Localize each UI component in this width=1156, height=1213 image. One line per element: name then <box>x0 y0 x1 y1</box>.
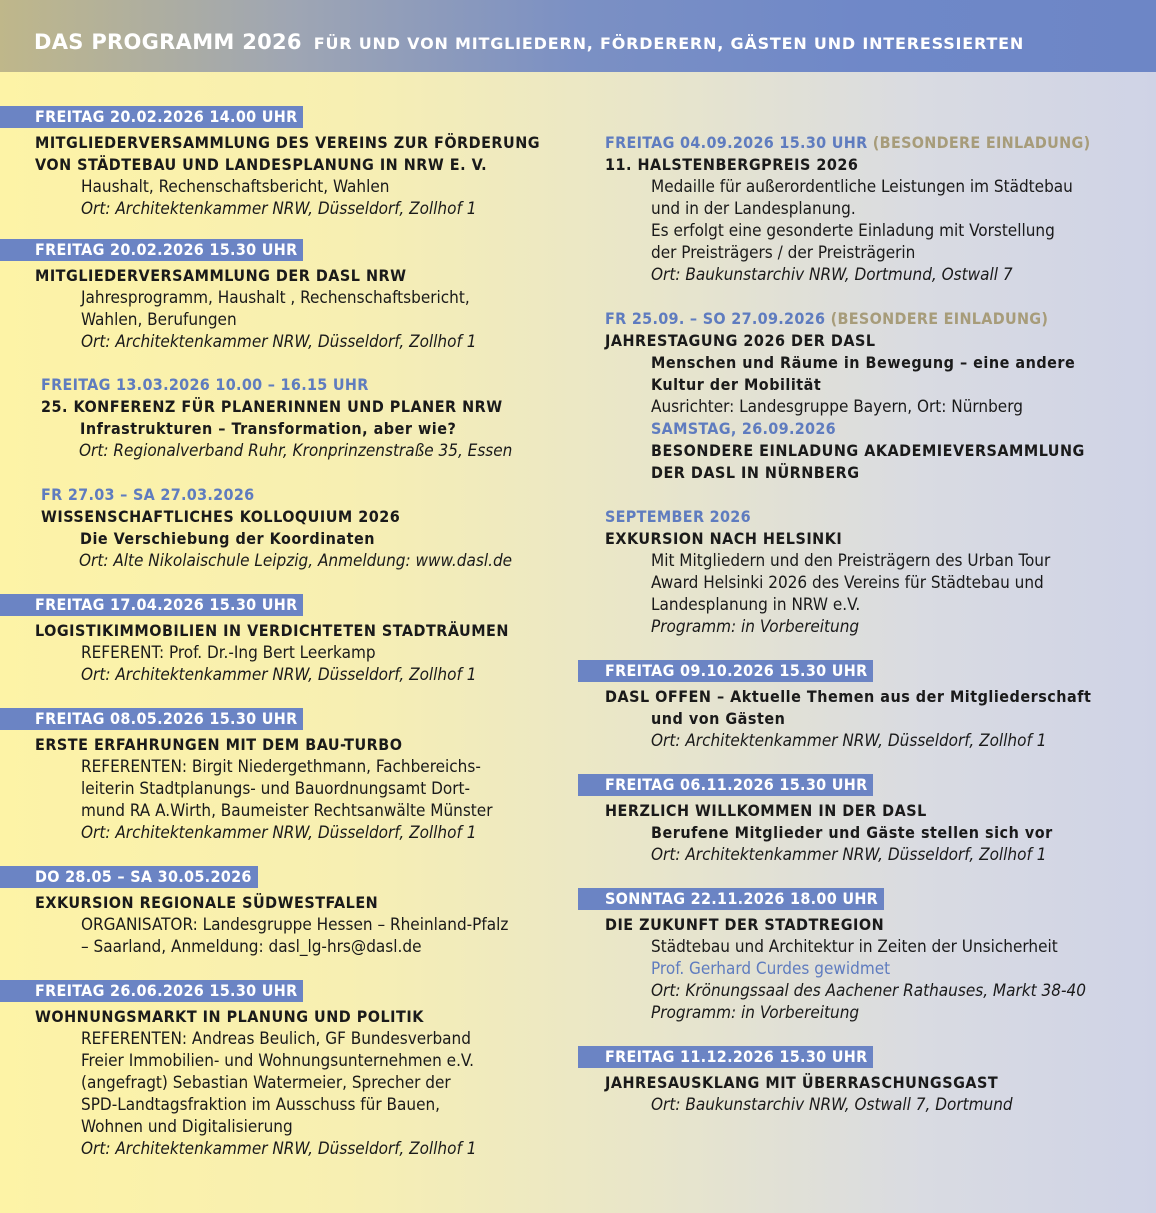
event-detail: Es erfolgt eine gesonderte Einladung mit Vorstellung <box>651 221 1055 241</box>
event-location: Ort: Baukunstarchiv NRW, Dortmund, Ostwall 7 <box>651 265 1013 285</box>
event-item <box>578 506 1050 638</box>
event-location: Ort: Architektenkammer NRW, Düsseldorf, Zollhof 1 <box>81 665 477 685</box>
event-detail: Wohnen und Digitalisierung <box>81 1117 293 1137</box>
event-detail: Mit Mitgliedern und den Preisträgern des Urban Tour <box>651 551 1051 571</box>
event-date: FREITAG 26.06.2026 15.30 UHR <box>0 980 303 1002</box>
event-date: SEPTEMBER 2026 <box>605 507 751 526</box>
event-date: DO 28.05 – SA 30.05.2026 <box>0 866 258 888</box>
event-date: FREITAG 17.04.2026 15.30 UHR <box>0 594 303 616</box>
event-subtitle: Kultur der Mobilität <box>651 375 822 394</box>
event-item <box>578 660 1091 752</box>
event-item <box>578 308 1085 484</box>
event-detail: Haushalt, Rechenschaftsbericht, Wahlen <box>81 177 390 197</box>
event-subdate: SAMSTAG, 26.09.2026 <box>651 419 836 438</box>
event-date-text: FR 25.09. – SO 27.09.2026 <box>605 309 826 328</box>
event-detail: Award Helsinki 2026 des Vereins für Städtebau und <box>651 573 1044 593</box>
event-item <box>578 132 1090 286</box>
event-detail: ORGANISATOR: Landesgruppe Hessen – Rheinland-Pfalz <box>81 915 509 935</box>
event-title: MITGLIEDERVERSAMMLUNG DER DASL NRW <box>35 266 407 285</box>
event-dedication: Prof. Gerhard Curdes gewidmet <box>651 959 891 979</box>
event-detail: REFERENTEN: Andreas Beulich, GF Bundesverband <box>81 1029 471 1049</box>
event-subtitle: Die Verschiebung der Koordinaten <box>80 529 375 548</box>
header-banner <box>0 0 1156 72</box>
event-detail: (angefragt) Sebastian Watermeier, Sprecher der <box>81 1073 451 1093</box>
event-date: FREITAG 09.10.2026 15.30 UHR <box>578 660 873 682</box>
event-item <box>0 484 512 572</box>
event-item <box>0 594 509 686</box>
event-detail: und in der Landesplanung. <box>651 199 856 219</box>
event-item <box>578 774 1053 866</box>
event-detail: – Saarland, Anmeldung: dasl_lg-hrs@dasl.de <box>81 937 422 957</box>
event-detail: Städtebau und Architektur in Zeiten der Unsicherheit <box>651 937 1058 957</box>
event-detail: SPD-Landtagsfraktion im Ausschuss für Bauen, <box>81 1095 441 1115</box>
event-location: Programm: in Vorbereitung <box>651 617 860 637</box>
event-title: VON STÄDTEBAU UND LANDESPLANUNG IN NRW E. V. <box>35 155 488 174</box>
event-date: SONNTAG 22.11.2026 18.00 UHR <box>578 888 884 910</box>
event-item <box>0 106 540 220</box>
event-location: Ort: Architektenkammer NRW, Düsseldorf, Zollhof 1 <box>651 731 1047 751</box>
event-title: JAHRESTAGUNG 2026 DER DASL <box>605 331 876 350</box>
event-subtitle: DER DASL IN NÜRNBERG <box>651 463 860 482</box>
event-title: 11. HALSTENBERGPREIS 2026 <box>605 155 859 174</box>
event-title: DASL OFFEN – Aktuelle Themen aus der Mitgliederschaft <box>605 687 1092 706</box>
event-date: FREITAG 11.12.2026 15.30 UHR <box>578 1046 873 1068</box>
event-title: MITGLIEDERVERSAMMLUNG DES VEREINS ZUR FÖRDERUNG <box>35 133 541 152</box>
event-item <box>0 866 508 958</box>
event-date-text: FREITAG 04.09.2026 15.30 UHR <box>605 133 868 152</box>
event-subtitle: Menschen und Räume in Bewegung – eine andere <box>651 353 1076 372</box>
event-date: FREITAG 20.02.2026 15.30 UHR <box>0 239 303 261</box>
event-subtitle: BESONDERE EINLADUNG AKADEMIEVERSAMMLUNG <box>651 441 1085 460</box>
event-location: Ort: Architektenkammer NRW, Düsseldorf, Zollhof 1 <box>81 1139 477 1159</box>
event-detail: Freier Immobilien- und Wohnungsunternehmen e.V. <box>81 1051 475 1071</box>
event-date: FR 27.03 – SA 27.03.2026 <box>41 485 255 504</box>
event-title: LOGISTIKIMMOBILIEN IN VERDICHTETEN STADTRÄUMEN <box>35 621 509 640</box>
event-location: Ort: Architektenkammer NRW, Düsseldorf, Zollhof 1 <box>81 332 477 352</box>
event-title: WISSENSCHAFTLICHES KOLLOQUIUM 2026 <box>41 507 401 526</box>
event-note: (BESONDERE EINLADUNG) <box>872 133 1091 152</box>
event-location: Ort: Baukunstarchiv NRW, Ostwall 7, Dortmund <box>651 1095 1013 1115</box>
event-date: FREITAG 08.05.2026 15.30 UHR <box>0 708 303 730</box>
event-title: DIE ZUKUNFT DER STADTREGION <box>605 915 885 934</box>
event-title: JAHRESAUSKLANG MIT ÜBERRASCHUNGSGAST <box>605 1073 999 1092</box>
event-title: WOHNUNGSMARKT IN PLANUNG UND POLITIK <box>35 1007 424 1026</box>
event-detail: REFERENTEN: Birgit Niedergethmann, Fachbereichs- <box>81 757 481 777</box>
page-title: DAS PROGRAMM 2026 <box>34 30 302 54</box>
event-date <box>605 308 1085 330</box>
event-subtitle: und von Gästen <box>651 709 786 728</box>
event-title: ERSTE ERFAHRUNGEN MIT DEM BAU-TURBO <box>35 735 403 754</box>
event-date: FREITAG 13.03.2026 10.00 – 16.15 UHR <box>41 375 369 394</box>
event-location: Ort: Regionalverband Ruhr, Kronprinzenstraße 35, Essen <box>79 441 513 461</box>
event-note: (BESONDERE EINLADUNG) <box>830 309 1049 328</box>
event-detail: Ausrichter: Landesgruppe Bayern, Ort: Nürnberg <box>651 397 1023 417</box>
event-title: HERZLICH WILLKOMMEN IN DER DASL <box>605 801 927 820</box>
event-item <box>0 708 493 844</box>
event-detail: der Preisträgers / der Preisträgerin <box>651 243 916 263</box>
event-date: FREITAG 06.11.2026 15.30 UHR <box>578 774 873 796</box>
page-subtitle: FÜR UND VON MITGLIEDERN, FÖRDERERN, GÄSTEN UND INTERESSIERTEN <box>313 34 1025 53</box>
event-subtitle: Berufene Mitglieder und Gäste stellen sich vor <box>651 823 1053 842</box>
event-detail: mund RA A.Wirth, Baumeister Rechtsanwälte Münster <box>81 801 493 821</box>
event-date: FREITAG 20.02.2026 14.00 UHR <box>0 106 303 128</box>
event-item <box>0 980 476 1160</box>
event-item <box>0 239 476 353</box>
event-detail: Wahlen, Berufungen <box>81 310 237 330</box>
event-item <box>578 888 1086 1024</box>
event-location: Ort: Architektenkammer NRW, Düsseldorf, Zollhof 1 <box>81 823 477 843</box>
header-text <box>34 30 1024 54</box>
event-program-note: Programm: in Vorbereitung <box>651 1003 860 1023</box>
event-location: Ort: Architektenkammer NRW, Düsseldorf, Zollhof 1 <box>81 199 477 219</box>
event-title: 25. KONFERENZ FÜR PLANERINNEN UND PLANER NRW <box>41 397 503 416</box>
event-item <box>0 374 512 462</box>
event-location: Ort: Alte Nikolaischule Leipzig, Anmeldung: www.dasl.de <box>79 551 513 571</box>
event-item <box>578 1046 1013 1116</box>
event-detail: REFERENT: Prof. Dr.-Ing Bert Leerkamp <box>81 643 376 663</box>
event-detail: leiterin Stadtplanungs- und Bauordnungsamt Dort- <box>81 779 471 799</box>
event-title: EXKURSION REGIONALE SÜDWESTFALEN <box>35 893 379 912</box>
event-subtitle: Infrastrukturen – Transformation, aber wie? <box>80 419 457 438</box>
event-location: Ort: Krönungssaal des Aachener Rathauses, Markt 38-40 <box>651 981 1086 1001</box>
event-title: EXKURSION NACH HELSINKI <box>605 529 843 548</box>
event-detail: Jahresprogramm, Haushalt , Rechenschaftsbericht, <box>81 288 470 308</box>
event-detail: Medaille für außerordentliche Leistungen im Städtebau <box>651 177 1073 197</box>
event-date <box>605 132 1090 154</box>
event-detail: Landesplanung in NRW e.V. <box>651 595 861 615</box>
event-location: Ort: Architektenkammer NRW, Düsseldorf, Zollhof 1 <box>651 845 1047 865</box>
